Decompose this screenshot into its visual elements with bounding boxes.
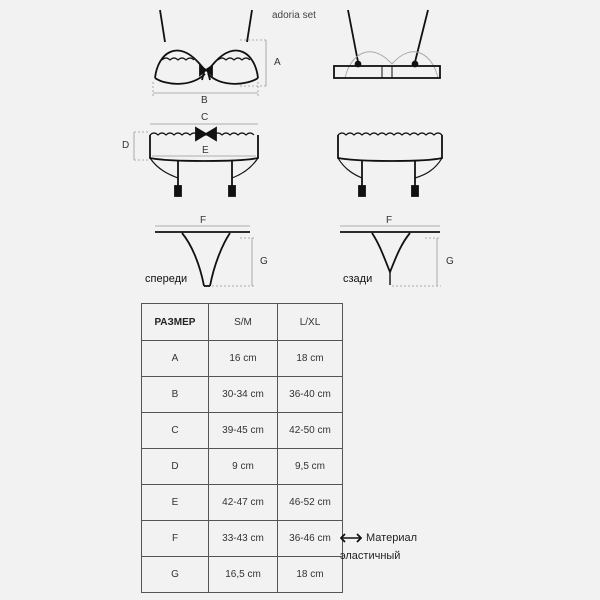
dimension-label-d: D bbox=[122, 140, 130, 151]
row-sm-value: 33-43 cm bbox=[209, 521, 278, 557]
product-title: adoria set bbox=[272, 10, 316, 21]
row-label: G bbox=[142, 557, 209, 593]
size-table-header-row bbox=[142, 304, 343, 341]
dimension-label-f-front: F bbox=[200, 215, 207, 226]
bra-back-drawing bbox=[334, 10, 440, 78]
dimension-d-guide bbox=[134, 132, 150, 160]
table-row bbox=[142, 377, 343, 413]
row-sm-value: 30-34 cm bbox=[209, 377, 278, 413]
size-table bbox=[141, 303, 343, 593]
header-size: РАЗМЕР bbox=[142, 304, 209, 341]
row-lxl-value: 18 cm bbox=[278, 341, 343, 377]
dimension-label-f-back: F bbox=[386, 215, 393, 226]
row-sm-value: 42-47 cm bbox=[209, 485, 278, 521]
dimension-label-g-front: G bbox=[260, 256, 268, 267]
garter-back-drawing bbox=[338, 133, 442, 196]
row-label: A bbox=[142, 341, 209, 377]
table-row bbox=[142, 341, 343, 377]
table-row bbox=[142, 413, 343, 449]
row-sm-value: 16,5 cm bbox=[209, 557, 278, 593]
row-lxl-value: 36-40 cm bbox=[278, 377, 343, 413]
bra-front-drawing bbox=[155, 10, 258, 84]
row-sm-value: 9 cm bbox=[209, 449, 278, 485]
row-label: B bbox=[142, 377, 209, 413]
dimension-g-guide bbox=[212, 238, 256, 286]
dimension-label-c: C bbox=[201, 112, 209, 123]
row-sm-value: 16 cm bbox=[209, 341, 278, 377]
row-lxl-value: 18 cm bbox=[278, 557, 343, 593]
dimension-g-back-guide bbox=[392, 238, 441, 286]
dimension-label-e: E bbox=[202, 145, 209, 156]
row-lxl-value: 36-46 cm bbox=[278, 521, 343, 557]
row-label: C bbox=[142, 413, 209, 449]
row-label: E bbox=[142, 485, 209, 521]
material-legend bbox=[340, 528, 417, 565]
header-sm: S/M bbox=[209, 304, 278, 341]
table-row bbox=[142, 557, 343, 593]
row-lxl-value: 9,5 cm bbox=[278, 449, 343, 485]
table-row bbox=[142, 449, 343, 485]
row-sm-value: 39-45 cm bbox=[209, 413, 278, 449]
legend-line-2: эластичный bbox=[340, 550, 401, 562]
legend-line-1: Материал bbox=[366, 532, 417, 544]
row-label: D bbox=[142, 449, 209, 485]
dimension-label-a: A bbox=[274, 57, 281, 68]
dimension-label-g-back: G bbox=[446, 256, 454, 267]
row-label: F bbox=[142, 521, 209, 557]
row-lxl-value: 46-52 cm bbox=[278, 485, 343, 521]
header-lxl: L/XL bbox=[278, 304, 343, 341]
table-row bbox=[142, 521, 343, 557]
back-view-label: сзади bbox=[343, 273, 373, 285]
front-view-label: спереди bbox=[145, 273, 188, 285]
dimension-label-b: B bbox=[201, 95, 208, 106]
double-arrow-icon bbox=[340, 528, 362, 546]
row-lxl-value: 42-50 cm bbox=[278, 413, 343, 449]
garter-front-drawing bbox=[150, 128, 258, 196]
table-row bbox=[142, 485, 343, 521]
